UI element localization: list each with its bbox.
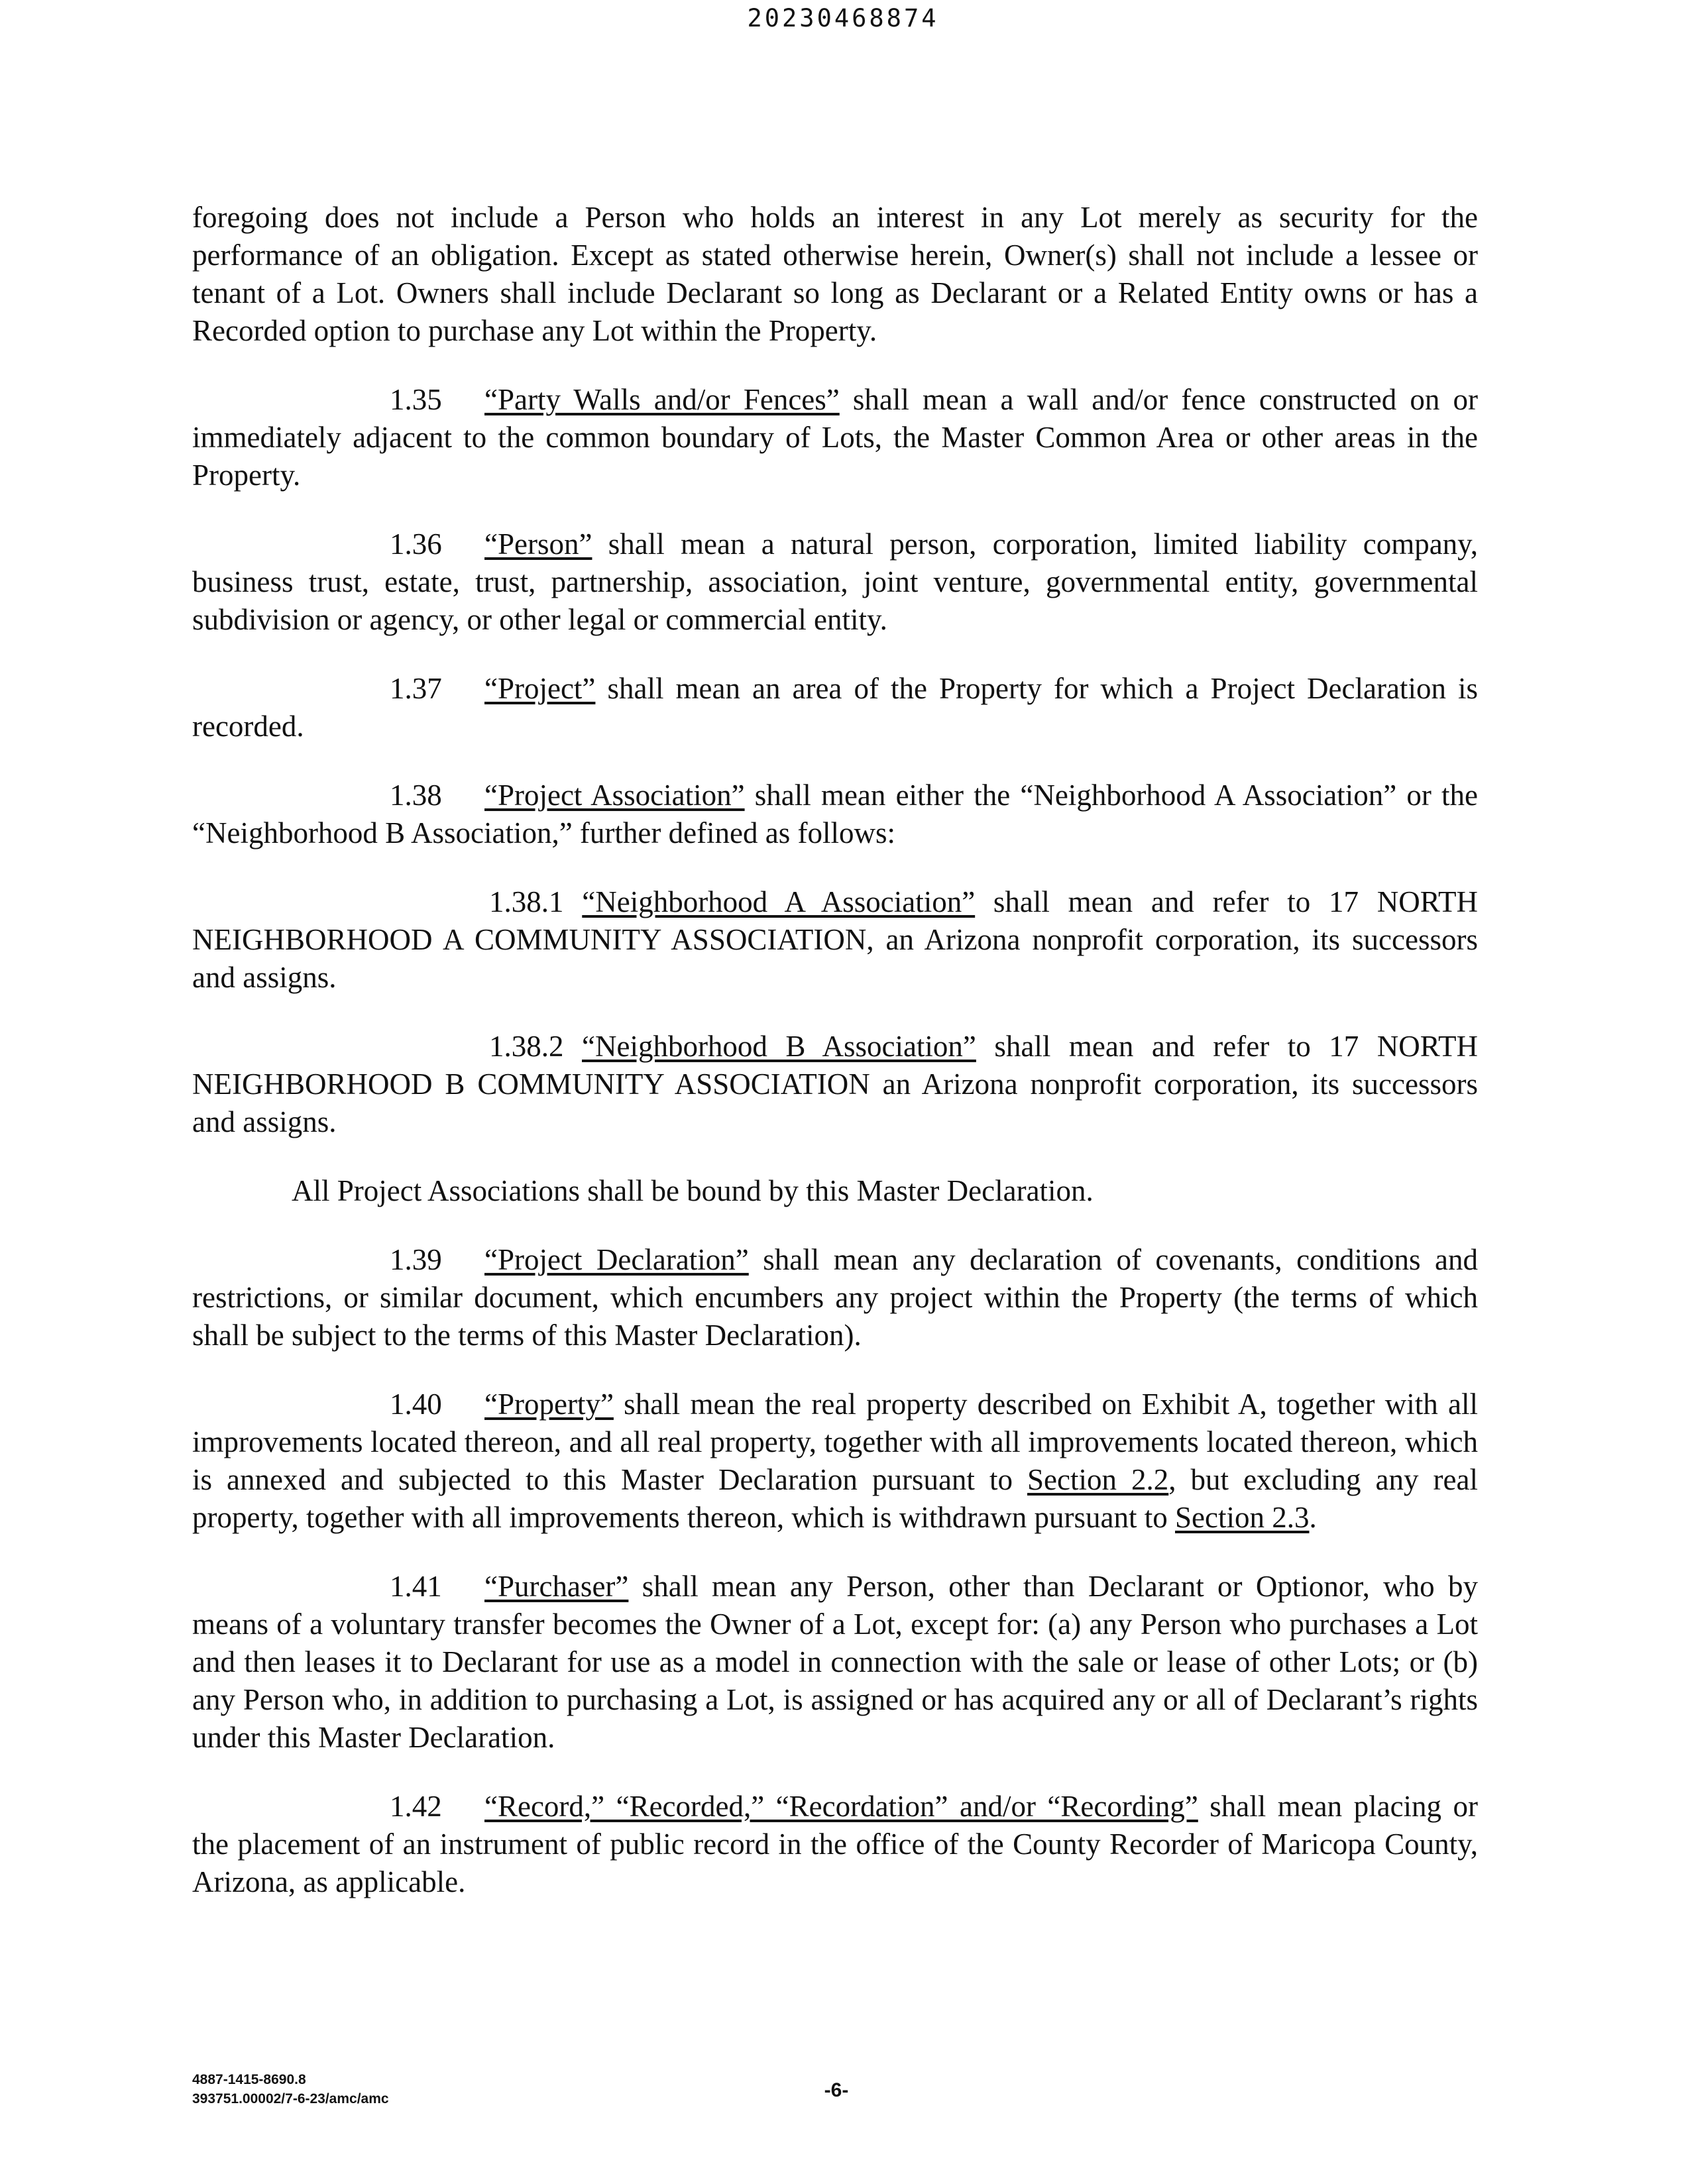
section-number: 1.40 xyxy=(390,1388,442,1421)
defined-term: “Neighborhood B Association” xyxy=(582,1030,976,1063)
definition-text: shall mean a wall and/or fence constructed on or immediately adjacent to the common boundary of Lots, the Master Common Area or other areas in the Property. xyxy=(192,383,1478,492)
section-number: 1.42 xyxy=(390,1790,442,1823)
paragraph-owner-continued: foregoing does not include a Person who holds an interest in any Lot merely as security for the performance of an obligation. Except as stated otherwise herein, Owner(s) shall not include a lessee or tenant of a Lot. Owners shall include Declarant so long as Declarant or a Related Entity owns or has a Recorded option to purchase any Lot within the Property. xyxy=(192,201,1478,347)
defined-term: “Purchaser” xyxy=(484,1570,629,1603)
section-1-41 xyxy=(192,1568,1478,1757)
definition-text: shall mean any Person, other than Declarant or Optionor, who by means of a voluntary transfer becomes the Owner of a Lot, except for: (a) any Person who purchases a Lot and then leases it to Declarant for use as a model in connection with the sale or lease of other Lots; or (b) any Person who, in addition to purchasing a Lot, is assigned or has acquired any or all of Declarant’s rights under this Master Declaration. xyxy=(192,1570,1478,1754)
definition-text: shall mean and refer to 17 NORTH NEIGHBORHOOD B COMMUNITY ASSOCIATION an Arizona nonprofit corporation, its successors and assigns. xyxy=(192,1030,1478,1138)
definition-text: shall mean and refer to 17 NORTH NEIGHBORHOOD A COMMUNITY ASSOCIATION, an Arizona nonprofit corporation, its successors and assigns. xyxy=(192,885,1478,994)
document-number: 20230468874 xyxy=(747,4,939,32)
section-1-38-1 xyxy=(192,883,1478,997)
document-id: 4887-1415-8690.8 xyxy=(192,2072,306,2087)
definition-text: shall mean either the “Neighborhood A Association” or the “Neighborhood B Association,” further defined as follows: xyxy=(192,779,1478,849)
section-number: 1.35 xyxy=(390,383,442,416)
section-number: 1.37 xyxy=(390,672,442,705)
definition-text: shall mean any declaration of covenants, conditions and restrictions, or similar document, which encumbers any project within the Property (the terms of which shall be subject to the terms of this Master Declaration). xyxy=(192,1243,1479,1352)
section-reference: Section 2.2 xyxy=(1027,1463,1169,1496)
section-reference: Section 2.3 xyxy=(1175,1501,1310,1534)
defined-term: “Neighborhood A Association” xyxy=(582,885,976,918)
section-number: 1.38.1 xyxy=(489,885,564,918)
section-1-38-2 xyxy=(192,1028,1478,1141)
defined-term: “Record,” “Recorded,” “Recordation” and/or “Recording” xyxy=(484,1790,1198,1823)
definition-text: , but excluding any real property, together with all improvements thereon, which is withdrawn pursuant to xyxy=(192,1463,1478,1534)
definition-text: shall mean an area of the Property for which a Project Declaration is recorded. xyxy=(192,672,1478,743)
defined-term: “Party Walls and/or Fences” xyxy=(484,383,840,416)
file-reference: 393751.00002/7-6-23/amc/amc xyxy=(192,2091,389,2106)
section-1-35 xyxy=(192,381,1478,494)
definition-text: . xyxy=(1309,1501,1317,1534)
defined-term: “Project” xyxy=(484,672,596,705)
section-number: 1.38.2 xyxy=(489,1030,564,1063)
document-body xyxy=(192,199,1478,1932)
paragraph-bound: All Project Associations shall be bound by this Master Declaration. xyxy=(292,1174,1094,1207)
definition-text: shall mean the real property described on Exhibit A, together with all improvements located thereon, and all real property, together with all improvements located thereon, which is annexed and subjected to this Master Declaration pursuant to xyxy=(192,1388,1478,1496)
definition-text: shall mean placing or the placement of an instrument of public record in the office of the County Recorder of Maricopa County, Arizona, as applicable. xyxy=(192,1790,1478,1898)
section-number: 1.38 xyxy=(390,779,442,812)
section-1-39 xyxy=(192,1241,1478,1354)
footer-identifiers xyxy=(192,2070,389,2108)
section-1-38 xyxy=(192,777,1478,852)
section-1-37 xyxy=(192,670,1478,745)
section-number: 1.41 xyxy=(390,1570,442,1603)
section-1-42 xyxy=(192,1788,1478,1901)
defined-term: “Project Association” xyxy=(484,779,745,812)
defined-term: “Property” xyxy=(484,1388,614,1421)
section-1-36 xyxy=(192,525,1478,639)
section-number: 1.36 xyxy=(390,527,442,561)
definition-text: shall mean a natural person, corporation, limited liability company, business trust, estate, trust, partnership, association, joint venture, governmental entity, governmental subdivision or agency, or other legal or commercial entity. xyxy=(192,527,1478,636)
section-number: 1.39 xyxy=(390,1243,442,1276)
defined-term: “Person” xyxy=(484,527,592,561)
section-1-40 xyxy=(192,1386,1478,1537)
page-number: -6- xyxy=(824,2079,849,2101)
defined-term: “Project Declaration” xyxy=(484,1243,749,1276)
